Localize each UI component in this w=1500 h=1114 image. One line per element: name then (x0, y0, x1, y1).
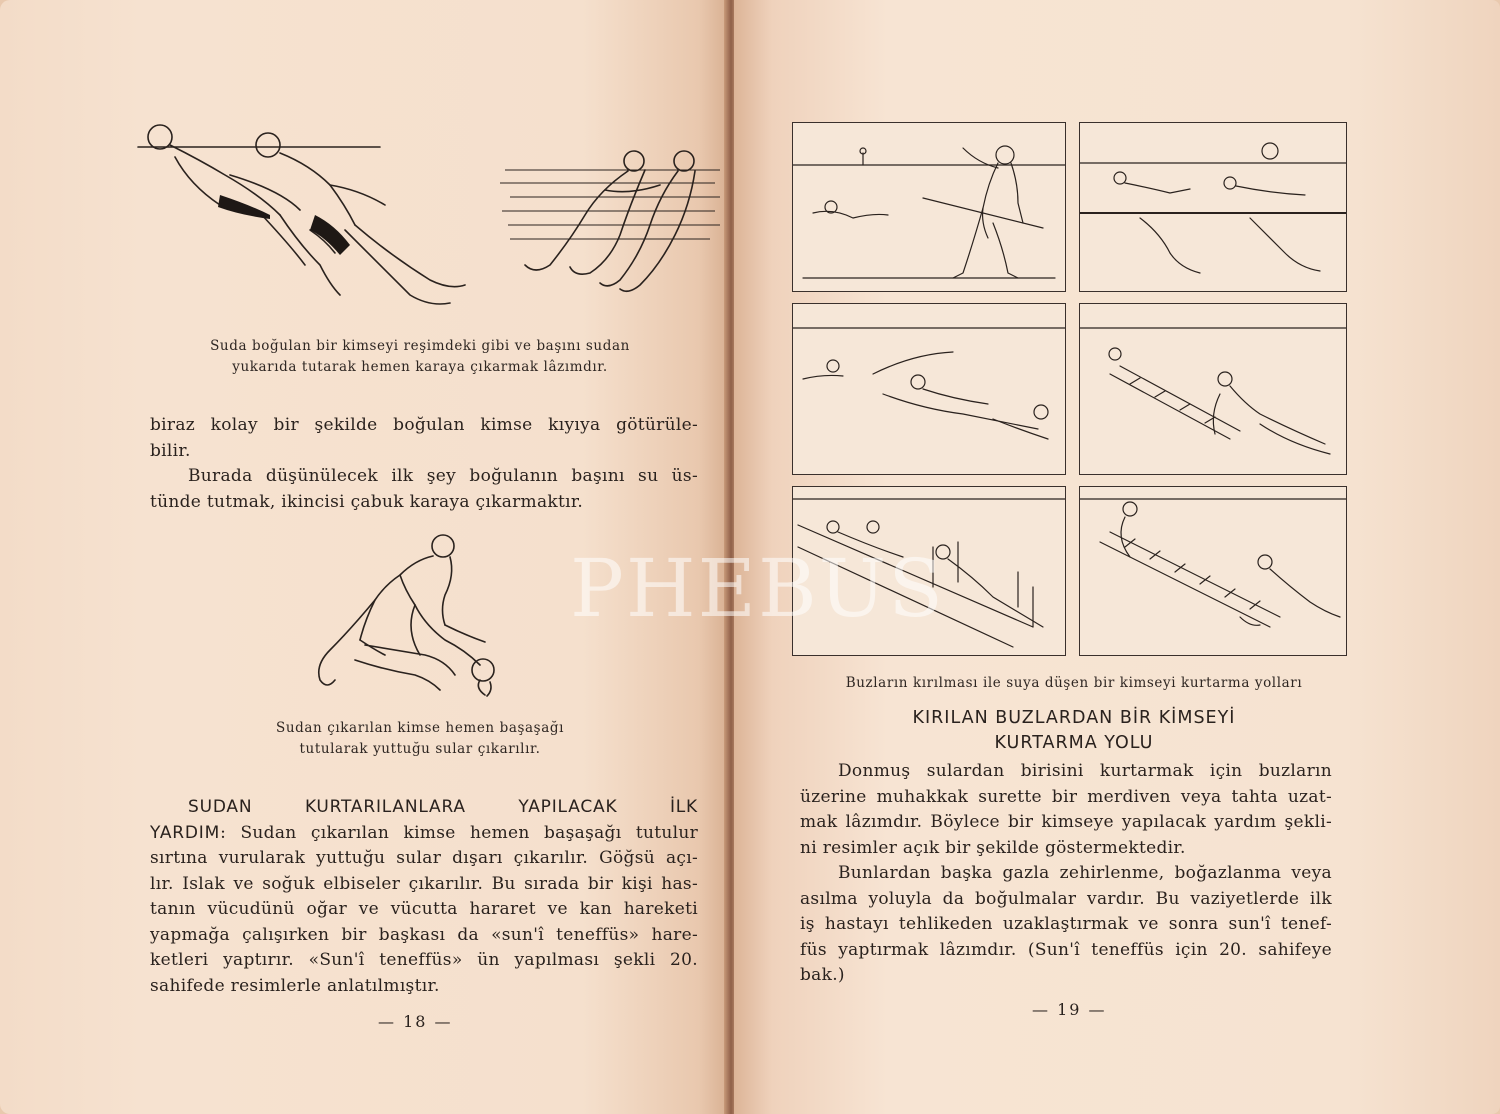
text-line: füs yaptırmak lâzımdır. (Sun'î teneffüs için 20. sahifeye (800, 939, 1332, 960)
text-line: tünde tutmak, ikincisi çabuk karaya çıkarmaktır. (150, 491, 584, 512)
text-line: bilir. (150, 440, 191, 461)
watermark: PHEBUS (570, 542, 946, 635)
page-number-right: — 19 — (1032, 1000, 1107, 1019)
text-line: sahifede resimlerle anlatılmıştır. (150, 975, 440, 996)
text-line: sırtına vurularak yuttuğu sular dışarı çıkarılır. Göğsü açı- (150, 848, 698, 868)
heading-line: KURTARMA YOLU (994, 733, 1154, 753)
ice-rescue-panel-6 (1079, 486, 1347, 656)
panel-1-drawing (793, 123, 1065, 291)
section-heading-end: YARDIM (150, 822, 221, 843)
ice-rescue-panel-4 (1079, 303, 1347, 475)
figure-caption-2 (220, 718, 620, 760)
upside-down-rescue-illustration (305, 530, 505, 700)
page-number-left: — 18 — (378, 1012, 453, 1031)
text-line: mak lâzımdır. Böylece bir kimseye yapılacak yardım şekli- (800, 812, 1332, 832)
ice-rescue-panel-2 (1079, 122, 1347, 292)
text-line: asılma yoluyla da boğulmalar vardır. Bu vaziyetlerde ilk (800, 888, 1332, 909)
ice-rescue-caption: Buzların kırılması ile suya düşen bir kimseyi kurtarma yolları (845, 675, 1303, 691)
text-line: ketleri yaptırır. «Sun'î teneffüs» ün yapılması şekli 20. (150, 950, 698, 970)
text-line: iş hastayı tehlikeden uzaklaştırmak ve sonra sun'î tenef- (800, 914, 1332, 934)
panel-2-drawing (1080, 123, 1346, 291)
text-line: yapmağa çalışırken bir başkası da «sun'î teneffüs» hare- (150, 924, 698, 945)
text-line: bak.) (800, 965, 845, 985)
ice-rescue-heading (794, 706, 1354, 756)
section-heading: SUDAN KURTARILANLARA YAPILACAK İLK (188, 797, 698, 817)
caption-line: Suda boğulan bir kimseyi reşimdeki gibi ve başını sudan (210, 338, 630, 354)
text-line: ni resimler açık bir şekilde göstermektedir. (800, 837, 1186, 858)
paragraph-1 (150, 413, 698, 515)
panel-6-drawing (1080, 487, 1346, 655)
text-line: üzerine muhakkak surette bir merdiven veya tahta uzat- (800, 786, 1332, 807)
text-line: Donmuş sulardan birisini kurtarmak için buzların (838, 761, 1332, 781)
panel-4-drawing (1080, 304, 1346, 474)
ice-rescue-panel-3 (792, 303, 1066, 475)
section-heading-line (150, 795, 698, 821)
ice-rescue-panel-1 (792, 122, 1066, 292)
heading-line: KIRILAN BUZLARDAN BİR KİMSEYİ (912, 708, 1236, 728)
text-line: Burada düşünülecek ilk şey boğulanın başını su üs- (188, 466, 698, 486)
text-line (150, 821, 698, 847)
text-line-part: : Sudan çıkarılan kimse hemen başaşağı tutulur (220, 822, 698, 843)
rescue-carry-illustration (130, 115, 728, 320)
caption-line: yukarıda tutarak hemen karaya çıkarmak lâzımdır. (232, 359, 608, 375)
figure-caption-1 (150, 336, 690, 378)
first-aid-section (150, 795, 698, 999)
caption-line: tutularak yuttuğu sular çıkarılır. (299, 741, 541, 757)
text-line: tanın vücudünü oğar ve vücutta hararet ve kan hareketi (150, 899, 698, 919)
ice-rescue-text (800, 759, 1332, 989)
panel-3-drawing (793, 304, 1065, 474)
text-line: biraz kolay bir şekilde boğulan kimse kıyıya götürüle- (150, 415, 698, 435)
caption-line: Sudan çıkarılan kimse hemen başaşağı (275, 720, 565, 736)
text-line: Bunlardan başka gazla zehirlenme, boğazlanma veya (838, 863, 1332, 883)
text-line: lır. Islak ve soğuk elbiseler çıkarılır. Bu sırada bir kişi has- (150, 873, 698, 894)
